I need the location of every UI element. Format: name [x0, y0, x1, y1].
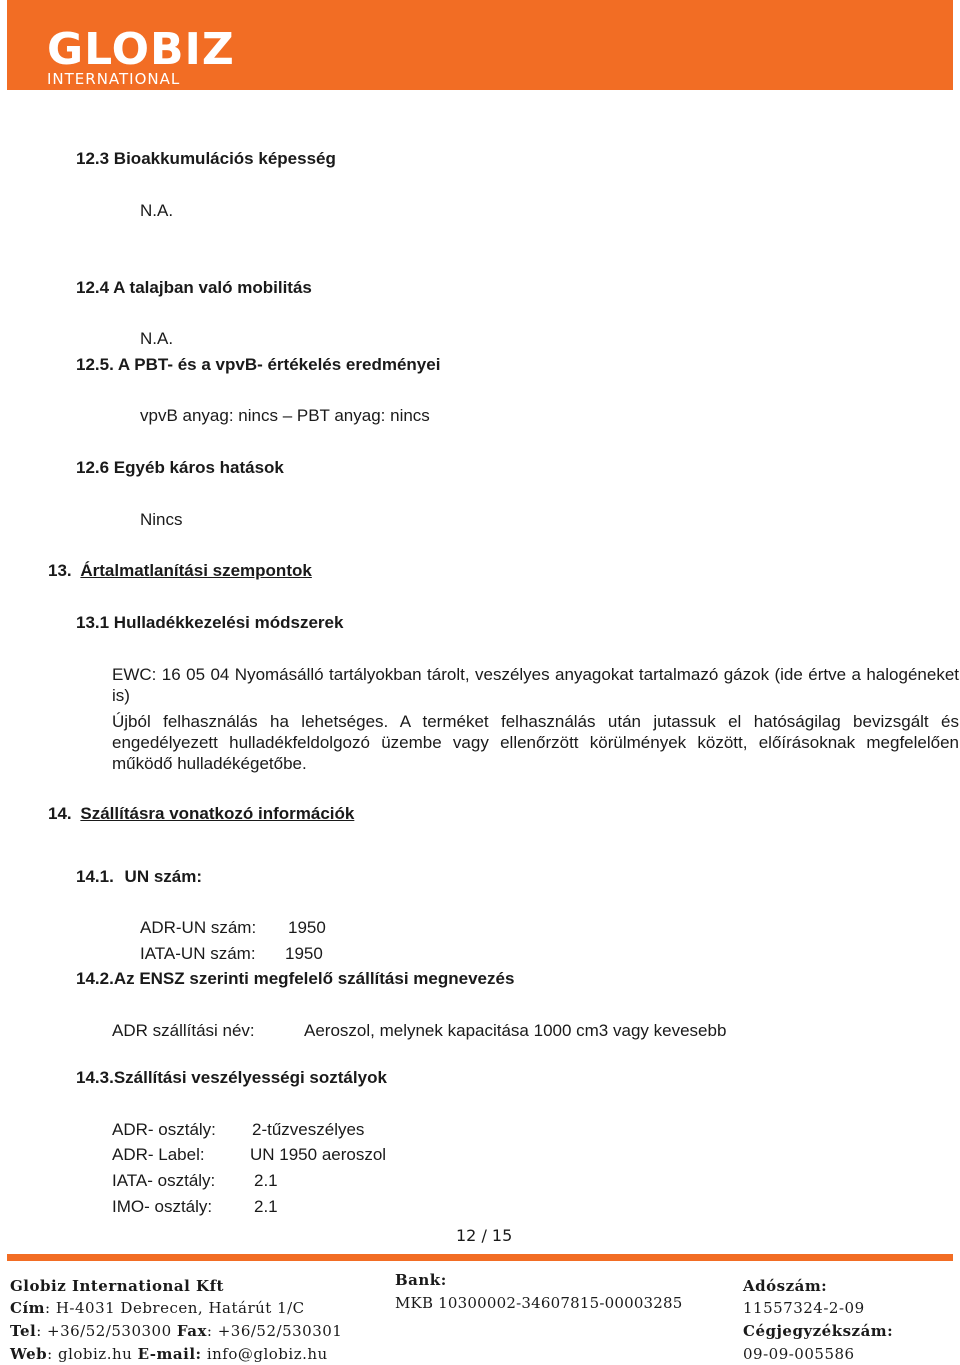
- class-row-label: ADR- osztály:: [112, 1120, 216, 1139]
- footer-tel-label: Tel: [10, 1322, 37, 1340]
- company-logo: [47, 24, 235, 88]
- footer-phone: [10, 1322, 342, 1340]
- logo-sub-text: INTERNATIONAL: [47, 70, 181, 88]
- footer-email-label: E-mail:: [137, 1345, 202, 1363]
- section-13-number: 13.: [48, 561, 72, 580]
- iata-un-label: IATA-UN szám:: [140, 944, 256, 963]
- adr-un-label: ADR-UN szám:: [140, 918, 257, 937]
- section-14-3-number: 14.3.: [76, 1068, 114, 1087]
- section-12-5-value: vpvB anyag: nincs – PBT anyag: nincs: [140, 406, 430, 425]
- footer-tax-value: 11557324-2-09: [743, 1299, 865, 1317]
- section-14-number: 14.: [48, 804, 72, 823]
- section-12-4-title: 12.4 A talajban való mobilitás: [76, 278, 312, 297]
- adr-shipping-name-label: ADR szállítási név:: [112, 1021, 255, 1040]
- section-12-3-value: N.A.: [140, 201, 174, 220]
- footer-web: [10, 1345, 328, 1363]
- section-14-3-heading: [76, 1068, 387, 1088]
- footer-tax-label: Adószám:: [743, 1277, 828, 1295]
- footer-address-value: : H-4031 Debrecen, Határút 1/C: [45, 1299, 305, 1317]
- class-row-label: IATA- osztály:: [112, 1171, 216, 1190]
- section-14-2-number: 14.2.: [76, 969, 114, 988]
- ewc-paragraph: EWC: 16 05 04 Nyomásálló tartályokban tárolt, veszélyes anyagokat tartalmazó gázok (ide értve a halogéneket is): [112, 665, 959, 705]
- footer-web-label: Web: [10, 1345, 48, 1363]
- adr-un-value: 1950: [288, 918, 326, 937]
- section-12-6-title: 12.6 Egyéb káros hatások: [76, 458, 284, 477]
- section-12-4-value: N.A.: [140, 329, 174, 348]
- footer-bank-value: MKB 10300002-34607815-00003285: [395, 1294, 683, 1312]
- footer-company: Globiz International Kft: [10, 1277, 224, 1295]
- class-row-value: 2.1: [254, 1171, 278, 1190]
- class-row-value: 2.1: [254, 1197, 278, 1216]
- section-14-1-number: 14.1.: [76, 867, 114, 886]
- footer-divider: [7, 1254, 953, 1261]
- footer-address: [10, 1299, 305, 1317]
- class-row-value: UN 1950 aeroszol: [250, 1145, 387, 1164]
- footer-reg-value: 09-09-005586: [743, 1345, 855, 1363]
- waste-paragraph: Újból felhasználás ha lehetséges. A terméket felhasználás után jutassuk el hatóságilag bevizsgált és engedélyezett hulladékfeldolgozó üzembe vagy ellenőrzött körülmények között, előírásoknak megfelelően működő hulladékégetőbe.: [112, 712, 959, 773]
- footer-bank-label: Bank:: [395, 1271, 447, 1289]
- section-14-2-heading: [76, 969, 514, 989]
- section-13-heading: [48, 561, 312, 581]
- section-14-heading: [48, 804, 354, 824]
- footer-fax-value: : +36/52/530301: [206, 1322, 343, 1340]
- section-14-1-title: UN szám:: [124, 867, 203, 886]
- iata-un-value: 1950: [285, 944, 323, 963]
- footer-address-label: Cím: [10, 1299, 46, 1317]
- footer-reg-label: Cégjegyzékszám:: [743, 1322, 894, 1340]
- footer-fax-label: Fax: [176, 1322, 207, 1340]
- section-12-5-title: 12.5. A PBT- és a vpvB- értékelés eredményei: [76, 355, 441, 374]
- section-14-1-heading: [76, 867, 202, 887]
- class-row-label: ADR- Label:: [112, 1145, 205, 1164]
- adr-shipping-name-value: Aeroszol, melynek kapacitása 1000 cm3 vagy kevesebb: [304, 1021, 727, 1040]
- section-12-6-value: Nincs: [140, 510, 183, 529]
- class-row-value: 2-tűzveszélyes: [252, 1120, 365, 1139]
- section-14-2-title: Az ENSZ szerinti megfelelő szállítási megnevezés: [113, 969, 515, 988]
- footer-tel-value: : +36/52/530300: [36, 1322, 172, 1340]
- footer-web-value: : globiz.hu: [47, 1345, 133, 1363]
- section-14-title: Szállításra vonatkozó információk: [80, 804, 355, 823]
- class-row-label: IMO- osztály:: [112, 1197, 213, 1216]
- logo-main-text: GLOBIZ: [47, 24, 235, 75]
- section-14-3-title: Szállítási veszélyességi soztályok: [113, 1068, 387, 1087]
- page-number: 12 / 15: [456, 1226, 513, 1245]
- section-13-1-title: 13.1 Hulladékkezelési módszerek: [76, 613, 344, 632]
- section-13-title: Ártalmatlanítási szempontok: [80, 561, 312, 580]
- header-banner: [7, 0, 953, 90]
- section-12-3-title: 12.3 Bioakkumulációs képesség: [76, 149, 336, 168]
- footer-email-value: info@globiz.hu: [201, 1345, 328, 1363]
